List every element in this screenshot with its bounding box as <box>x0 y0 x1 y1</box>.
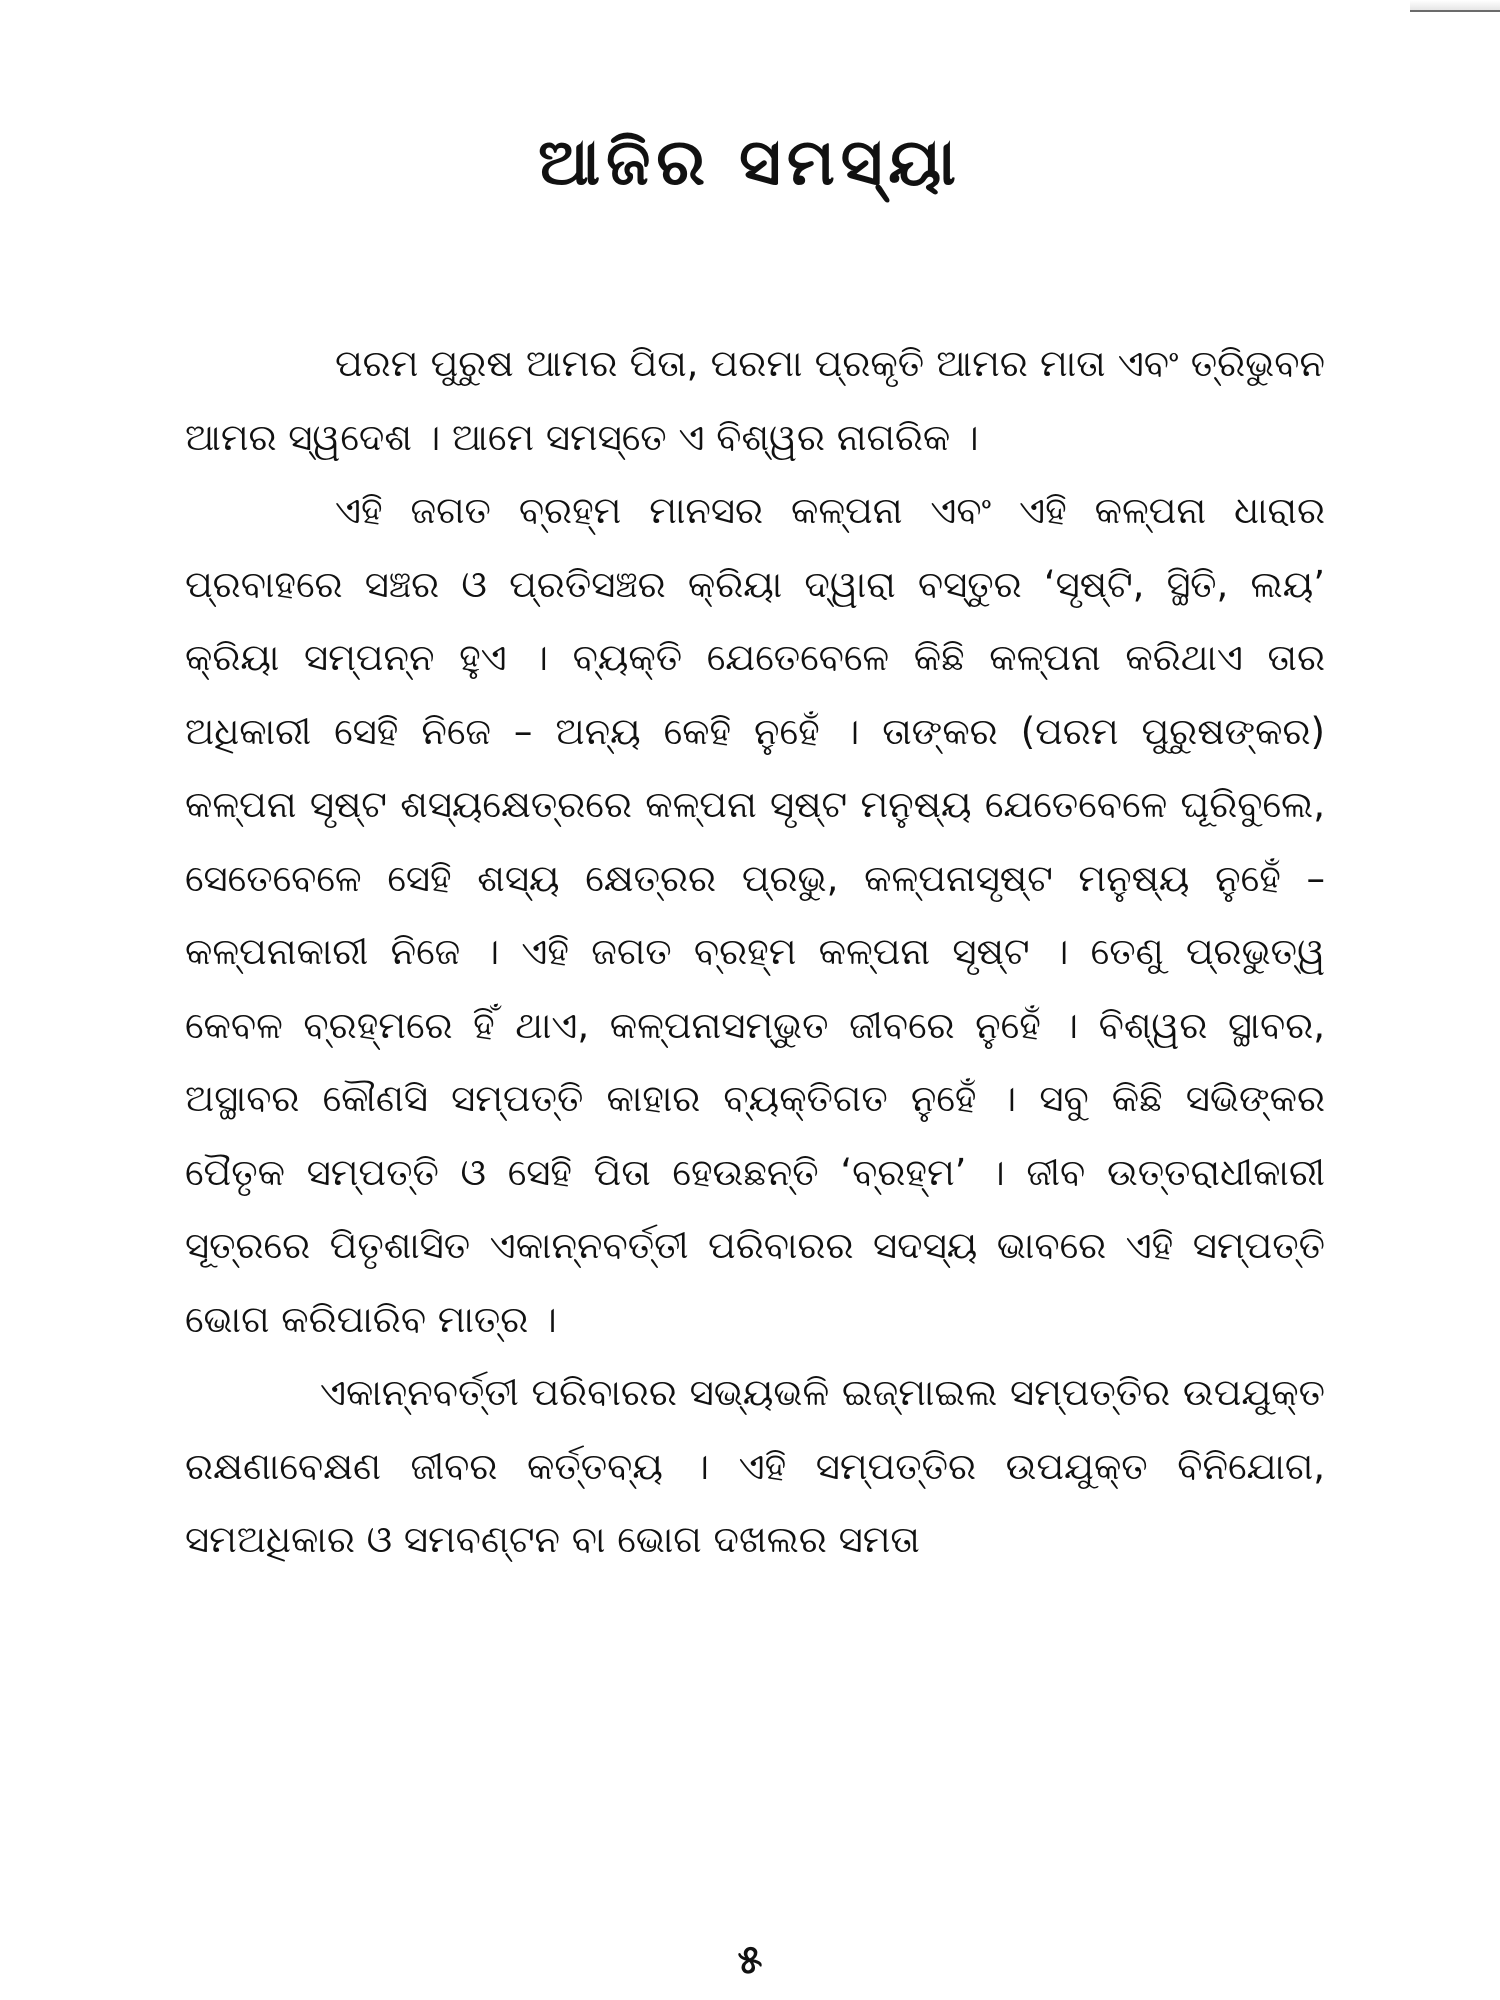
body-text <box>185 327 1325 1577</box>
page-number: ୫ <box>737 1937 763 1983</box>
paragraph-2: ଏହି ଜଗତ ବ୍ରହ୍ମ ମାନସର କଳ୍ପନା ଏବଂ ଏହି କଳ୍ପନା ଧାରାର ପ୍ରବାହରେ ସଞ୍ଚର ଓ ପ୍ରତିସଞ୍ଚର କ୍ରିୟା ଦ୍ୱାରା ବସ୍ତୁର ‘ସୃଷ୍ଟି, ସ୍ଥିତି, ଲୟ’ କ୍ରିୟା ସମ୍ପନ୍ନ ହୁଏ । ବ୍ୟକ୍ତି ଯେତେବେଳେ କିଛି କଳ୍ପନା କରିଥାଏ ତାର ଅଧିକାରୀ ସେହି ନିଜେ – ଅନ୍ୟ କେହି ନୁହେଁ । ତାଙ୍କର (ପରମ ପୁରୁଷଙ୍କର) କଳ୍ପନା ସୃଷ୍ଟ ଶସ୍ୟକ୍ଷେତ୍ରରେ କଳ୍ପନା ସୃଷ୍ଟ ମନୁଷ୍ୟ ଯେତେବେଳେ ଘୂରିବୁଲେ, ସେତେବେଳେ ସେହି ଶସ୍ୟ କ୍ଷେତ୍ରର ପ୍ରଭୁ, କଳ୍ପନାସୃଷ୍ଟ ମନୁଷ୍ୟ ନୁହେଁ – କଳ୍ପନାକାରୀ ନିଜେ । ଏହି ଜଗତ ବ୍ରହ୍ମ କଳ୍ପନା ସୃଷ୍ଟ । ତେଣୁ ପ୍ରଭୁତ୍ୱ କେବଳ ବ୍ରହ୍ମରେ ହିଁ ଥାଏ, କଳ୍ପନାସମ୍ଭୁତ ଜୀବରେ ନୁହେଁ । ବିଶ୍ୱର ସ୍ଥାବର, ଅସ୍ଥାବର କୌଣସି ସମ୍ପତ୍ତି କାହାର ବ୍ୟକ୍ତିଗତ ନୁହେଁ । ସବୁ କିଛି ସଭିଙ୍କର ପୈତୃକ ସମ୍ପତ୍ତି ଓ ସେହି ପିତା ହେଉଛନ୍ତି ‘ବ୍ରହ୍ମ’ । ଜୀବ ଉତ୍ତରାଧୀକାରୀ ସୂତ୍ରରେ ପିତୃଶାସିତ ଏକାନ୍ନବର୍ତ୍ତୀ ପରିବାରର ସଦସ୍ୟ ଭାବରେ ଏହି ସମ୍ପତ୍ତି ଭୋଗ କରିପାରିବ ମାତ୍ର । <box>185 489 1325 1341</box>
scan-edge-mark <box>1410 0 1500 12</box>
page-title: ଆଜିର ସମସ୍ୟା <box>538 126 962 200</box>
paragraph-3: ଏକାନ୍ନବର୍ତ୍ତୀ ପରିବାରର ସଭ୍ୟଭଳି ଇଜ୍‌ମାଇଲ ସମ୍ପତ୍ତିର ଉପଯୁକ୍ତ ରକ୍ଷଣାବେକ୍ଷଣ ଜୀବର କର୍ତ୍ତବ୍ୟ । ଏହି ସମ୍ପତ୍ତିର ଉପଯୁକ୍ତ ବିନିଯୋଗ, ସମଅଧିକାର ଓ ସମବଣ୍ଟନ ବା ଭୋଗ ଦଖଲର ସମତା <box>185 1371 1325 1561</box>
paragraph-1: ପରମ ପୁରୁଷ ଆମର ପିତା, ପରମା ପ୍ରକୃତି ଆମର ମାତା ଏବଂ ତ୍ରିଭୁବନ ଆମର ସ୍ୱଦେଶ । ଆମେ ସମସ୍ତେ ଏ ବିଶ୍ୱର ନାଗରିକ । <box>185 342 1325 459</box>
